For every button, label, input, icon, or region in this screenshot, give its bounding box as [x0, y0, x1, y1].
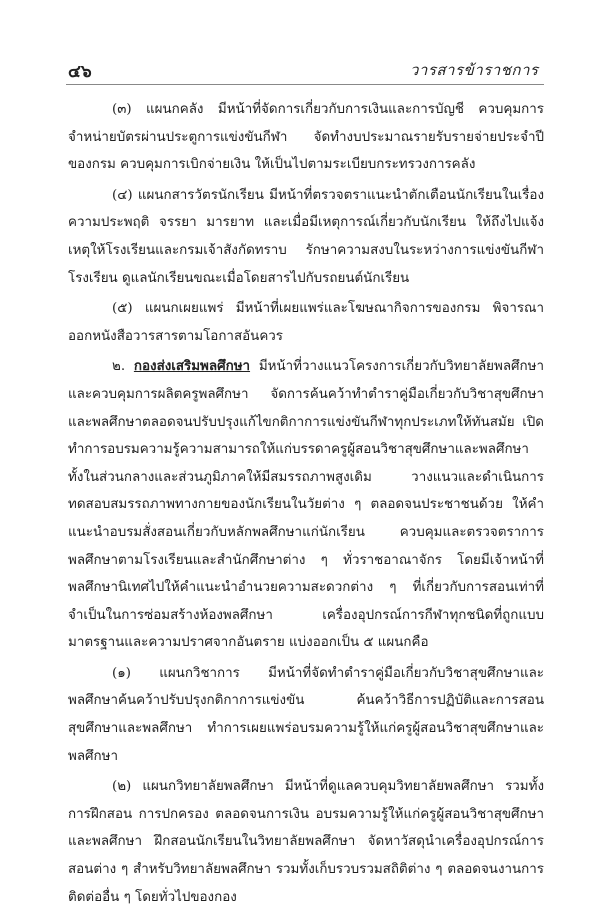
paragraph-text: แผนกคลัง มีหน้าที่จัดการเกี่ยวกับการเงินและการบัญชี ควบคุมการจำหน่ายบัตรผ่านประตูการแข่งขันกีฬา จัดทำงบประมาณรายรับรายจ่ายประจำปีของกรม ควบคุมการเบิกจ่ายเงิน ให้เป็นไปตามระเบียบกระทรวงการคลัง — [68, 102, 544, 173]
paragraph-text: แผนกวิทยาลัยพลศึกษา มีหน้าที่ดูแลควบคุมวิทยาลัยพลศึกษา รวมทั้งการฝึกสอน การปกครอง ตลอดจนการเงิน อบรมความรู้ให้แก่ครูผู้สอนวิชาสุขศึกษาและพลศึกษา ฝึกสอนนักเรียนในวิทยาลัยพลศึกษา จัดหาวัสดุนำเครื่องอุปกรณ์การสอนต่าง ๆ สำหรับวิทยาลัยพลศึกษา รวมทั้งเก็บรวบรวมสถิติต่าง ๆ ตลอดจนงานการติดต่ออื่น ๆ โดยทั่วไปของกอง — [68, 779, 544, 905]
paragraph-marker: (๕) — [112, 301, 133, 317]
paragraph-marker: (๒) — [112, 779, 132, 795]
header-rule — [66, 84, 544, 85]
paragraph-pe-promotion-division — [68, 353, 544, 657]
paragraph-marker: (๓) — [112, 102, 132, 117]
paragraph-text: แผนกวิชาการ มีหน้าที่จัดทำตำราคู่มือเกี่ยวกับวิชาสุขศึกษาและพลศึกษาค้นคว้าปรับปรุงกติกาการแข่งขัน ค้นคว้าวิธีการปฏิบัติและการสอนสุขศึกษาและพลศึกษา ทำการเผยแพร่อบรมความรู้ให้แก่ครูผู้สอนวิชาสุขศึกษาและพลศึกษา — [68, 665, 544, 764]
paragraph-marker: ๒. — [112, 359, 126, 375]
paragraph-academic — [68, 660, 544, 770]
page-number: ๔๖ — [68, 62, 92, 82]
paragraph-student-inspector — [68, 182, 544, 292]
body-text — [68, 96, 544, 914]
paragraph-publicity — [68, 295, 544, 350]
paragraph-text: แผนกสารวัตรนักเรียน มีหน้าที่ตรวจตราแนะนำตักเตือนนักเรียนในเรื่องความประพฤติ จรรยา มารยาท และเมื่อมีเหตุการณ์เกี่ยวกับนักเรียน ให้ถึงไปแจ้งเหตุให้โรงเรียนและกรมเจ้าสังกัดทราบ รักษาความสงบในระหว่างการแข่งขันกีฬาโรงเรียน ดูแลนักเรียนขณะเมื่อโดยสารไปกับรถยนต์นักเรียน — [68, 187, 544, 286]
paragraph-marker: (๑) — [112, 665, 131, 681]
paragraph-text: มีหน้าที่วางแนวโครงการเกี่ยวกับวิทยาลัยพลศึกษาและควบคุมการผลิตครูพลศึกษา จัดการค้นคว้าทำตำราคู่มือเกี่ยวกับวิชาสุขศึกษาและพลศึกษาตลอดจนปรับปรุงแก้ไขกติกาการแข่งขันกีฬาทุกประเภทให้ทันสมัย เปิดทำการอบรมความรู้ความสามารถให้แก่บรรดาครูผู้สอนวิชาสุขศึกษาและพลศึกษา ทั้งในส่วนกลางและส่วนภูมิภาคให้มีสมรรถภาพสูงเดิม วางแนวและดำเนินการทดสอบสมรรถภาพทางกายของนักเรียนในวัยต่าง ๆ ตลอดจนประชาชนด้วย ให้คำแนะนำอบรมสั่งสอนเกี่ยวกับหลักพลศึกษาแก่นักเรียน ควบคุมและตรวจตราการพลศึกษาตามโรงเรียนและสำนักศึกษาต่าง ๆ ทั่วราชอาณาจักร โดยมีเจ้าหน้าที่พลศึกษานิเทศไปให้คำแนะนำอำนวยความสะดวกต่าง ๆ ที่เกี่ยวกับการสอนเท่าที่จำเป็นในการซ่อมสร้างห้องพลศึกษา เครื่องอุปกรณ์การกีฬาทุกชนิดที่ถูกแบบมาตรฐานและความปราศจากอันตราย แบ่งออกเป็น ๕ แผนกคือ — [68, 359, 544, 651]
journal-title: วารสารข้าราชการ — [410, 61, 539, 79]
paragraph-pe-college — [68, 773, 544, 911]
paragraph-marker: (๔) — [112, 187, 133, 203]
section-title: กองส่งเสริมพลศึกษา — [133, 358, 251, 375]
paragraph-text: แผนกเผยแพร่ มีหน้าที่เผยแพร่และโฆษณากิจการของกรม พิจารณาออกหนังสือวารสารตามโอกาสอันควร — [68, 301, 544, 344]
paragraph-finance — [68, 96, 544, 179]
